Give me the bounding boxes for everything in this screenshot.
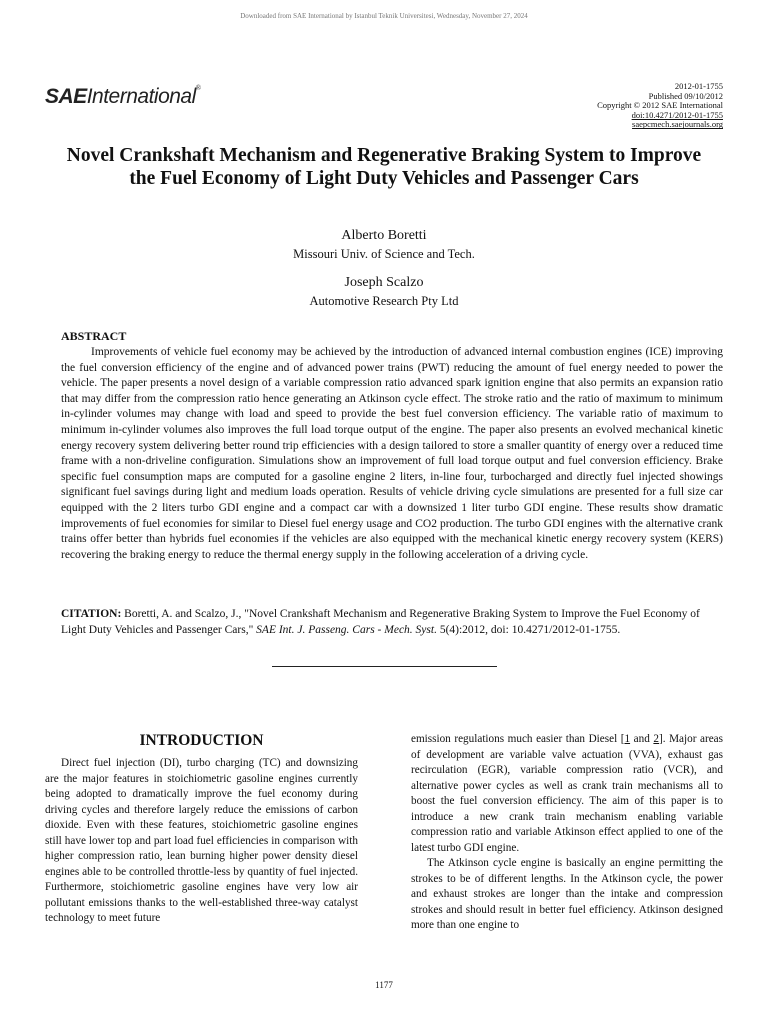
author-1-name: Alberto Boretti	[341, 228, 427, 243]
author-2-affiliation: Automotive Research Pty Ltd	[309, 294, 459, 308]
doi-link[interactable]: doi:10.4271/2012-01-1755	[631, 109, 723, 120]
citation-label: CITATION:	[61, 608, 122, 620]
paper-id: 2012-01-1755	[674, 81, 723, 91]
published-date: Published 09/10/2012	[648, 90, 723, 101]
citation-journal: SAE Int. J. Passeng. Cars - Mech. Syst.	[256, 623, 437, 636]
introduction-right-column	[411, 732, 723, 934]
citation	[61, 607, 723, 638]
introduction-left-column: Direct fuel injection (DI), turbo charging (TC) and downsizing are the major features in stoichiometric gasoline engines currently being adopted to dramatically improve the fuel economy during driving cycles and therefore largely reduce the emissions of carbon dioxide. Even with these features, stoichiometric gasoline engines still have lower top and part load fuel efficiencies in comparison with higher compression ratio, lean burning higher power density diesel engines able to be controlled throttle-less by quantity of fuel injected. Furthermore, stoichiometric gasoline engines have very low air pollutant emissions thanks to the well-established three-way catalyst technology to meet future	[45, 757, 358, 924]
reference-link-1[interactable]: 1	[624, 733, 631, 745]
paper-title: Novel Crankshaft Mechanism and Regenerative Braking System to Improve the Fuel Economy of Light Duty Vehicles and Passenger Cars	[66, 145, 702, 189]
page-number: 1177	[375, 980, 393, 990]
citation-text: Boretti, A. and Scalzo, J., "Novel Crankshaft Mechanism and Regenerative Braking System to Improve the Fuel Economy of Light Duty Vehicles and Passenger Cars,"	[61, 608, 700, 636]
citation-tail: 5(4):2012, doi: 10.4271/2012-01-1755.	[436, 623, 621, 636]
abstract-heading: ABSTRACT	[61, 329, 127, 343]
publication-meta	[597, 82, 723, 130]
logo-reg: ®	[195, 84, 201, 92]
intro-paragraph-1	[411, 732, 723, 856]
intro-p1-rest: ]. Major areas of development are variable valve actuation (VVA), exhaust gas recirculation (EGR), variable compression ratio (VCR), and alternative power cycles as well as crank train mechanisms all to boost the fuel conversion efficiency. The aim of this paper is to introduce a new crank train mechanism enabling variable compression ratio and variable Atkinson effect applied to one of the latest turbo GDI engine.	[411, 733, 724, 854]
introduction-heading: INTRODUCTION	[139, 732, 264, 749]
intro-paragraph-2: The Atkinson cycle engine is basically an engine permitting the strokes to be of different lengths. In the Atkinson cycle, the power and exhaust strokes are longer than the intake and compression strokes and should result in better fuel efficiency. Atkinson designed more than one engine to	[411, 857, 723, 931]
intro-p1-start: emission regulations much easier than Diesel [	[411, 733, 625, 745]
abstract-text: Improvements of vehicle fuel economy may be achieved by the introduction of advanced internal combustion engines (ICE) improving the fuel conversion efficiency of the engine and of advanced power trains (PWT) reducing the amount of fuel energy needed to power the vehicle. The paper presents a novel design of a variable compression ratio advanced spark ignition engine that also permits an expansion ratio that may differ from the compression ratio hence generating an Atkinson cycle effect. The stroke ratio and the ratio of maximum to minimum in-cylinder volumes may change with load and speed to provide the best fuel conversion efficiency. The variable ratio of maximum to minimum in-cylinder volumes also improves the full load torque output of the engine. The paper also presents an evolved mechanical kinetic energy recovery system delivering better round trip efficiencies with a design tailored to store a smaller quantity of energy over a reduced time frame with a non-driveline configuration. Simulations show an improvement of full load torque output and fuel conversion efficiency. Brake specific fuel consumption maps are computed for a gasoline engine 2 liters, in-line four, turbocharged and directly fuel injected showings significant fuel savings during light and medium loads operation. Results of vehicle driving cycle simulations are presented for a full size car equipped with the 2 liters turbo GDI engine and a compact car with a downsized 1 liter turbo GDI engine. These results show dramatic improvements of fuel economies for similar to Diesel fuel energy usage and CO2 production. The turbo GDI engines with the alternative crank trains offer better than hybrids fuel economies if the vehicles are also equipped with the mechanical kinetic energy recovery system (KERS) recovering the braking energy to reduce the thermal energy supply in the following acceleration of a driving cycle.	[61, 346, 723, 561]
sae-international-logo	[45, 84, 201, 109]
author-2-name: Joseph Scalzo	[344, 275, 424, 290]
author-1-affiliation: Missouri Univ. of Science and Tech.	[293, 247, 475, 261]
copyright: Copyright © 2012 SAE International	[597, 100, 723, 111]
logo-international: International	[86, 85, 196, 108]
reference-link-2[interactable]: 2	[653, 733, 659, 745]
download-note: Downloaded from SAE International by Istanbul Teknik Universitesi, Wednesday, November 27, 2024	[240, 12, 528, 20]
section-divider	[272, 666, 497, 667]
intro-p1-and: and	[630, 733, 654, 745]
journal-site-link[interactable]: saepcmech.saejournals.org	[632, 119, 723, 130]
logo-sae: SAE	[45, 85, 87, 108]
